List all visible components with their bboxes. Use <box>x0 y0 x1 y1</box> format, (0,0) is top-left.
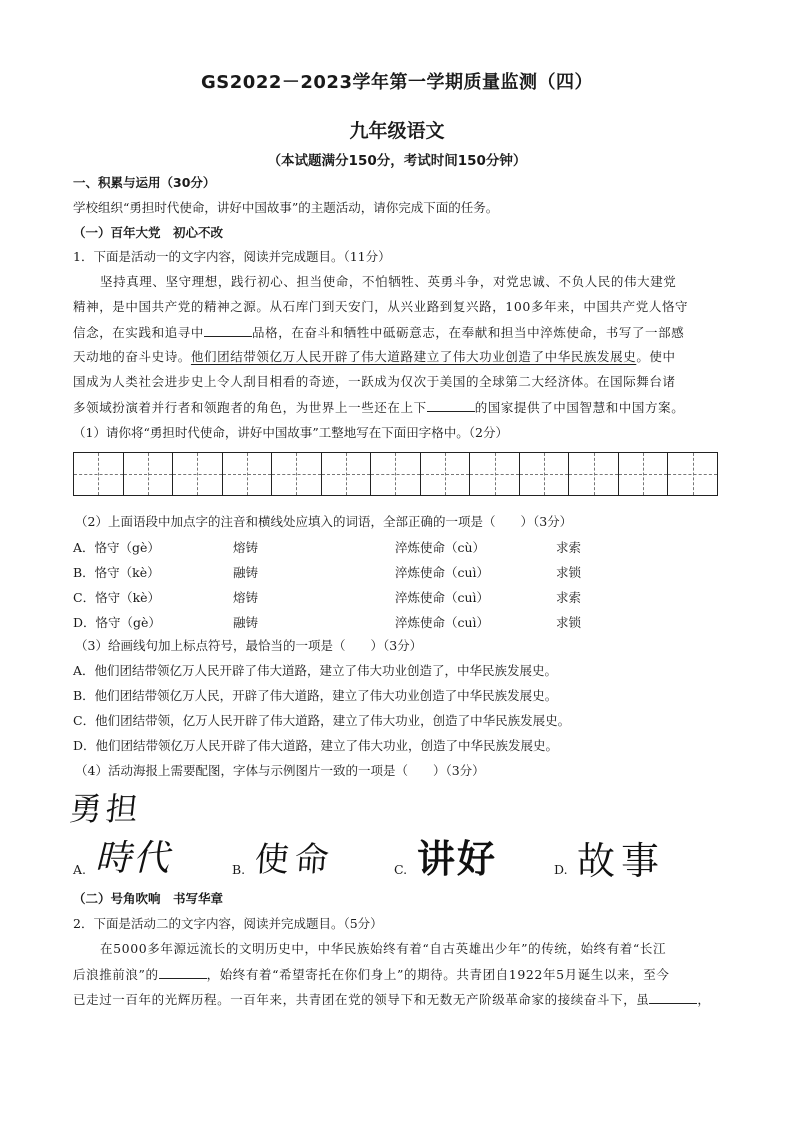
calligraphy-sample: 勇担 <box>67 790 144 828</box>
option-d-col4: 求锁 <box>556 615 582 630</box>
question-1-2: （2）上面语段中加点字的注音和横线处应填入的词语，全部正确的一项是（ ）（3分） <box>75 514 573 529</box>
question-1-1: （1）请你将“勇担时代使命，讲好中国故事”工整地写在下面田字格中。（2分） <box>73 425 508 440</box>
grid-cell[interactable] <box>520 453 570 495</box>
fill-blank <box>649 991 697 1004</box>
fill-blank <box>159 966 207 979</box>
option-c: C．他们团结带领，亿万人民开辟了伟大道路，建立了伟大功业，创造了中华民族发展史。 <box>73 713 571 728</box>
grid-cell[interactable] <box>371 453 421 495</box>
passage1-text: 。使中 <box>636 349 676 364</box>
fill-blank <box>427 399 475 412</box>
passage2-text: ，始终有着“希望寄托在你们身上”的期待。共青团自1922年5月诞生以来，至今 <box>206 967 670 982</box>
score-note: （本试题满分150分，考试时间150分钟） <box>267 153 527 169</box>
grid-cell[interactable] <box>322 453 372 495</box>
grid-cell[interactable] <box>619 453 669 495</box>
option-d: D．他们团结带领亿万人民开辟了伟大道路，建立了伟大功业，创造了中华民族发展史。 <box>73 738 559 753</box>
question-1-3: （3）给画线句加上标点符号，最恰当的一项是（ ）（3分） <box>75 638 423 653</box>
passage2-line <box>73 991 711 1008</box>
grid-cell[interactable] <box>668 453 717 495</box>
option-a-col1: A．恪守（gè） <box>73 540 160 555</box>
option-c-col3: 淬炼使命（cuì） <box>395 590 490 605</box>
passage2-text: 后浪推前浪”的 <box>73 967 159 982</box>
option-d-col3: 淬炼使命（cuì） <box>395 615 490 630</box>
question-1-4: （4）活动海报上需要配图，字体与示例图片一致的一项是（ ）（3分） <box>75 763 485 778</box>
passage2-line <box>73 966 669 983</box>
grid-cell[interactable] <box>569 453 619 495</box>
tianzige-grid[interactable] <box>73 452 718 496</box>
choice-c-glyphs[interactable]: 讲好 <box>417 837 498 881</box>
grid-cell[interactable] <box>421 453 471 495</box>
grid-cell[interactable] <box>124 453 174 495</box>
passage1-text: 的国家提供了中国智慧和中国方案。 <box>474 400 685 415</box>
passage2-line: 在5000多年源远流长的文明历史中，中华民族始终有着“自古英雄出少年”的传统，始终有着“长江 <box>100 941 667 956</box>
option-a-col4: 求索 <box>556 540 582 555</box>
option-b: B．他们团结带领亿万人民，开辟了伟大道路，建立了伟大功业创造了中华民族发展史。 <box>73 688 558 703</box>
grid-cell[interactable] <box>74 453 124 495</box>
passage1-line: 国成为人类社会进步史上令人刮目相看的奇迹，一跃成为仅次于美国的全球第二大经济体。在国际舞台诸 <box>73 374 676 389</box>
exam-title: GS2022－2023学年第一学期质量监测（四） <box>201 72 593 93</box>
passage1-text: 品格，在奋斗和牺牲中砥砺意志，在奉献和担当中淬炼使命，书写了一部感 <box>252 325 685 340</box>
passage1-line <box>73 399 684 416</box>
option-c-col2: 熔铸 <box>233 590 259 605</box>
grid-cell[interactable] <box>173 453 223 495</box>
passage2-text: 已走过一百年的光辉历程。一百年来，共青团在党的领导下和无数无产阶级革命家的接续奋斗下，虽 <box>73 992 650 1007</box>
passage1-text: 信念，在实践和追寻中 <box>73 325 205 340</box>
subject-title: 九年级语文 <box>349 120 445 142</box>
passage1-line <box>73 349 676 365</box>
choice-a-letter: A. <box>73 862 87 877</box>
part1-title: （一）百年大党 初心不改 <box>73 225 224 240</box>
grid-cell[interactable] <box>470 453 520 495</box>
fill-blank <box>204 324 252 337</box>
option-a: A．他们团结带领亿万人民开辟了伟大道路，建立了伟大功业创造了，中华民族发展史。 <box>73 663 558 678</box>
choice-c-letter: C. <box>394 862 408 877</box>
passage1-line: 坚持真理、坚守理想，践行初心、担当使命，不怕牺牲、英勇斗争，对党忠诚、不负人民的伟大建党 <box>100 274 677 289</box>
grid-cell[interactable] <box>272 453 322 495</box>
passage2-text: ， <box>697 992 711 1007</box>
choice-a-glyphs[interactable]: 時代 <box>95 838 172 879</box>
option-c-col4: 求索 <box>556 590 582 605</box>
question-2-stem: 2．下面是活动二的文字内容，阅读并完成题目。（5分） <box>73 916 383 931</box>
part2-title: （二）号角吹响 书写华章 <box>73 891 224 906</box>
option-c-col1: C．恪守（kè） <box>73 590 161 605</box>
option-b-col4: 求锁 <box>556 565 582 580</box>
choice-b-letter: B. <box>232 862 246 877</box>
choice-d-letter: D. <box>554 862 568 877</box>
option-d-col1: D．恪守（gè） <box>73 615 161 630</box>
option-b-col3: 淬炼使命（cuì） <box>395 565 490 580</box>
passage1-text: 多领域扮演着并行者和领跑者的角色，为世界上一些还在上下 <box>73 400 427 415</box>
option-b-col2: 融铸 <box>233 565 259 580</box>
choice-b-glyphs[interactable]: 使命 <box>253 840 337 880</box>
section-heading: 一、积累与运用（30分） <box>73 175 216 190</box>
option-a-col2: 熔铸 <box>233 540 259 555</box>
underlined-sentence: 他们团结带领亿万人民开辟了伟大道路建立了伟大功业创造了中华民族发展史 <box>190 349 637 364</box>
choice-d-glyphs[interactable]: 故事 <box>577 839 666 883</box>
passage1-text: 天动地的奋斗史诗。 <box>73 349 191 364</box>
question-1-stem: 1．下面是活动一的文字内容，阅读并完成题目。（11分） <box>73 249 391 264</box>
passage1-line <box>73 324 684 341</box>
passage1-line: 精神，是中国共产党的精神之源。从石库门到天安门，从兴业路到复兴路，100多年来，中国共产党人恪守 <box>73 299 689 314</box>
activity-intro: 学校组织“勇担时代使命，讲好中国故事”的主题活动，请你完成下面的任务。 <box>73 200 499 215</box>
option-b-col1: B．恪守（kè） <box>73 565 160 580</box>
option-a-col3: 淬炼使命（cù） <box>395 540 486 555</box>
grid-cell[interactable] <box>223 453 273 495</box>
option-d-col2: 融铸 <box>233 615 259 630</box>
